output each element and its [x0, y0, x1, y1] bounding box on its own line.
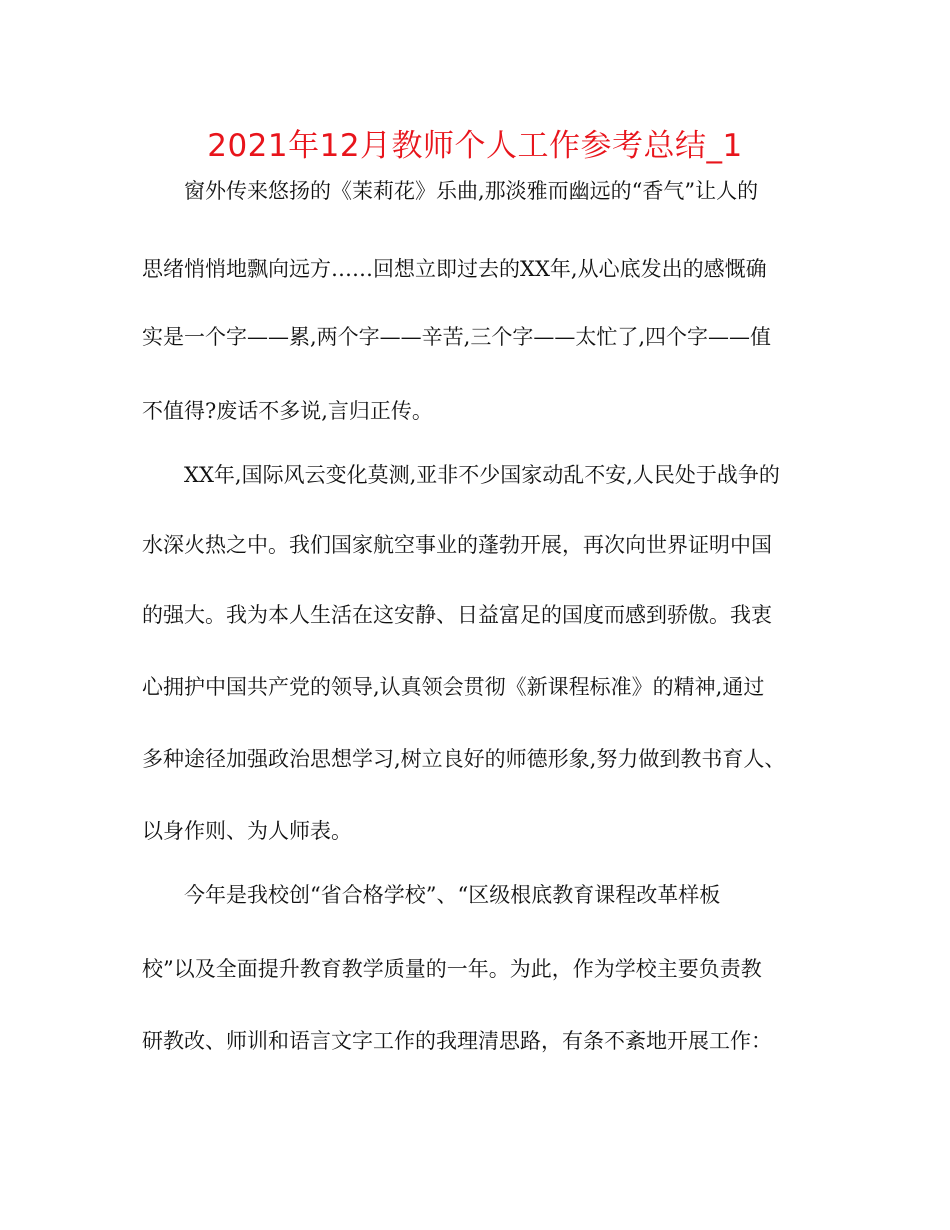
paragraph-2-line-6: 以身作则、为人师表。 [142, 819, 352, 843]
paragraph-1-line-3: 实是一个字——累,两个字——辛苦,三个字——太忙了,四个字——值 [142, 325, 772, 349]
paragraph-2-line-1: XX年,国际风云变化莫测,亚非不少国家动乱不安,人民处于战争的 [184, 463, 780, 487]
paragraph-2-line-5: 多种途径加强政治思想学习,树立良好的师德形象,努力做到教书育人、 [142, 747, 786, 771]
paragraph-3-line-3: 研教改、师训和语言文字工作的我理清思路，有条不紊地开展工作： [142, 1029, 772, 1053]
paragraph-3-line-2: 校”以及全面提升教育教学质量的一年。为此，作为学校主要负责教 [142, 957, 762, 981]
paragraph-1-line-2: 思绪悄悄地飘向远方……回想立即过去的XX年,从心底发出的感慨确 [142, 257, 767, 281]
paragraph-2-line-3: 的强大。我为本人生活在这安静、日益富足的国度而感到骄傲。我衷 [142, 603, 772, 627]
paragraph-1-line-4: 不值得?废话不多说,言归正传。 [142, 399, 433, 423]
paragraph-2-line-4: 心拥护中国共产党的领导,认真领会贯彻《新课程标准》的精神,通过 [142, 675, 765, 699]
paragraph-3-line-1: 今年是我校创“省合格学校”、“区级根底教育课程改革样板 [184, 883, 721, 907]
document-title: 2021年12月教师个人工作参考总结_1 [207, 128, 743, 164]
paragraph-2-line-2: 水深火热之中。我们国家航空事业的蓬勃开展，再次向世界证明中国 [142, 533, 772, 557]
paragraph-1-line-1: 窗外传来悠扬的《茉莉花》乐曲,那淡雅而幽远的“香气”让人的 [184, 179, 759, 203]
